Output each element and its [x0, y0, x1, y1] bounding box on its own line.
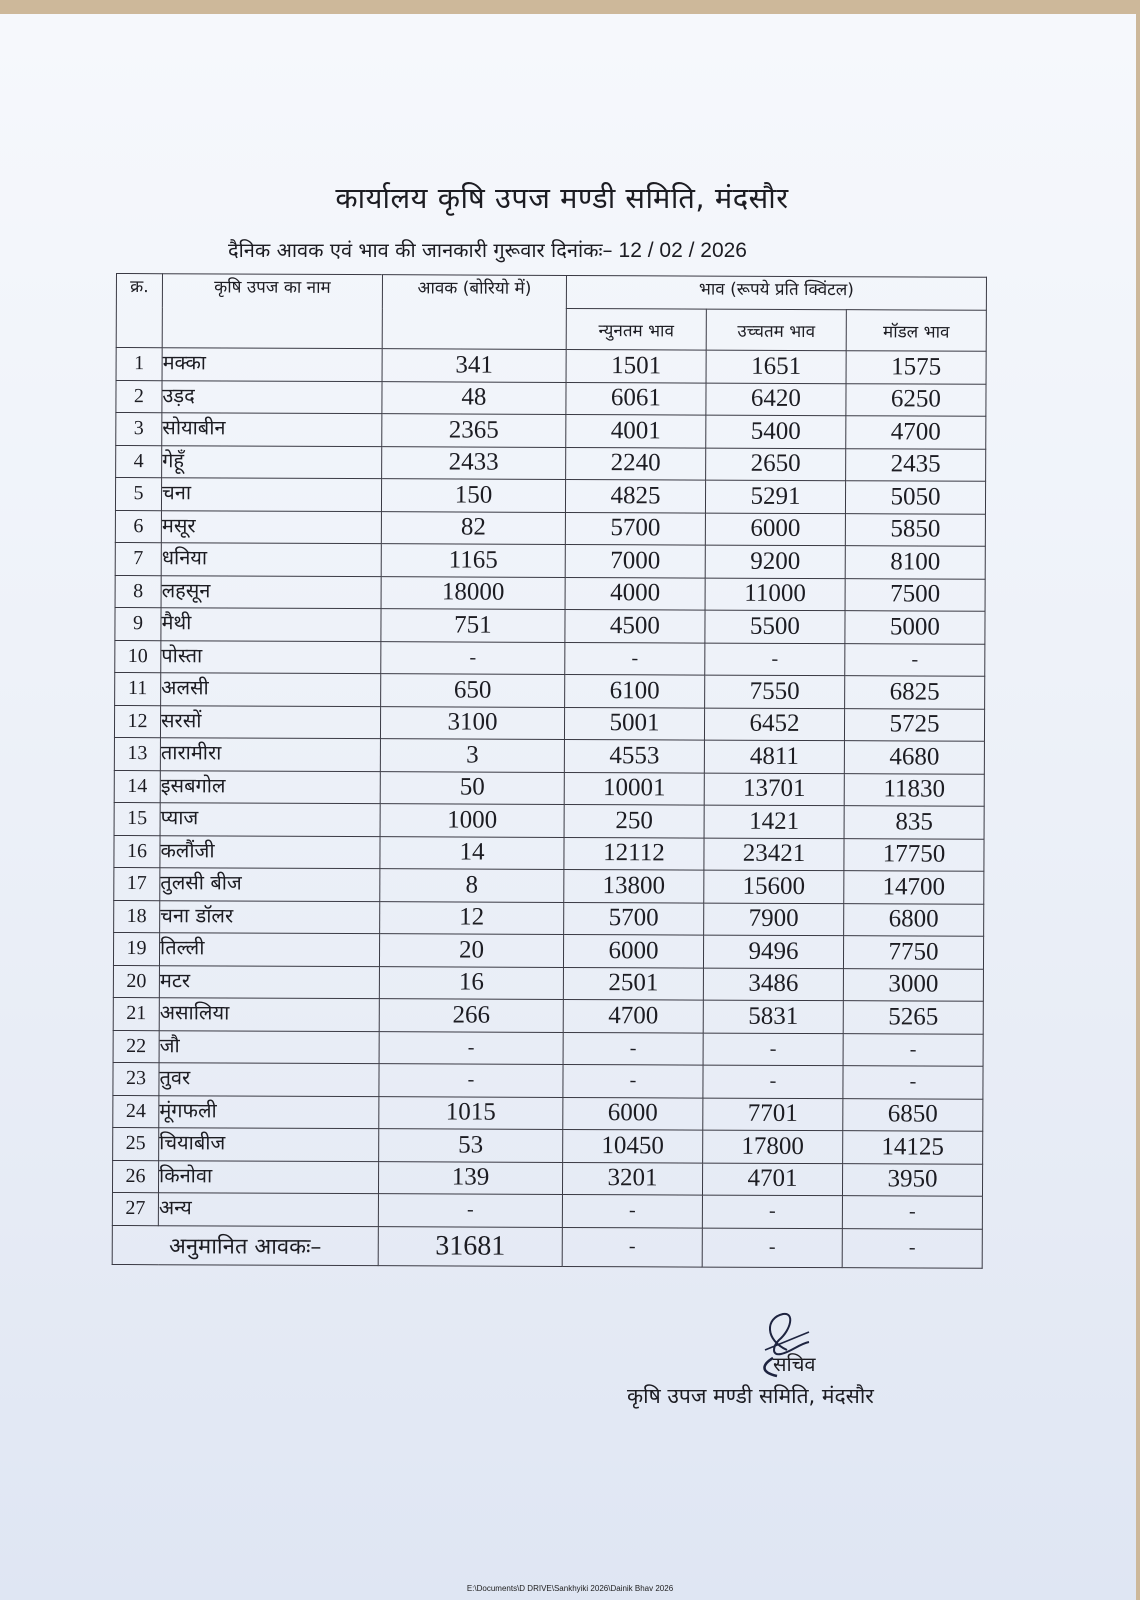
crop-name: तुवर [159, 1063, 379, 1096]
max-price: 6000 [705, 513, 845, 546]
max-price: 15600 [704, 870, 844, 903]
min-price: 13800 [564, 869, 704, 902]
arrival-value: 48 [382, 381, 566, 414]
arrival-value: - [379, 1064, 563, 1097]
crop-name: असालिया [159, 998, 379, 1031]
max-price: 11000 [705, 578, 845, 611]
crop-name: पोस्ता [161, 640, 381, 673]
max-price: 23421 [704, 838, 844, 871]
arrival-value: 20 [379, 934, 563, 967]
crop-name: सोयाबीन [162, 413, 382, 446]
arrival-value: 2365 [382, 414, 566, 447]
table-row [116, 348, 986, 384]
page-title: कार्यालय कृषि उपज मण्डी समिति, मंदसौर [335, 181, 789, 215]
crop-name: मसूर [161, 510, 381, 543]
header-modal-price: मॉडल भाव [846, 310, 986, 352]
serial-number: 25 [113, 1127, 159, 1160]
crop-name: चना [161, 478, 381, 511]
serial-number: 24 [113, 1095, 159, 1128]
modal-price: - [842, 1196, 982, 1229]
max-price: 3486 [703, 968, 843, 1001]
min-price: 5700 [564, 902, 704, 935]
serial-number: 20 [113, 965, 159, 998]
min-price: 250 [564, 804, 704, 837]
modal-price: 14125 [843, 1131, 983, 1164]
header-sn: क्र. [116, 274, 162, 348]
subtitle-text: दैनिक आवक एवं भाव की जानकारी गुरूवार दिनांकः– [228, 238, 613, 262]
header-min-price: न्युनतम भाव [566, 308, 706, 350]
table-row [114, 867, 984, 903]
file-path-footer: E:\Documents\D DRIVE\Sankhyiki 2026\Dainik Bhav 2026 [466, 1584, 674, 1593]
modal-price: 14700 [844, 871, 984, 904]
serial-number: 7 [115, 542, 161, 575]
modal-price: 4700 [846, 416, 986, 449]
crop-name: मटर [159, 965, 379, 998]
total-min: - [562, 1227, 702, 1267]
arrival-value: - [381, 641, 565, 674]
crop-name: प्याज [160, 803, 380, 836]
arrival-value: 14 [380, 836, 564, 869]
modal-price: 11830 [844, 773, 984, 806]
max-price: - [703, 1065, 843, 1098]
crop-name: मूंगफली [159, 1095, 379, 1128]
max-price: 1421 [704, 805, 844, 838]
min-price: 5001 [564, 707, 704, 740]
crop-name: जौ [159, 1030, 379, 1063]
arrival-value: 341 [382, 349, 566, 382]
table-row [112, 1160, 982, 1196]
arrival-value: 12 [380, 901, 564, 934]
serial-number: 8 [115, 575, 161, 608]
header-price-group: भाव (रूपये प्रति क्विंटल) [566, 275, 986, 310]
crop-name: मक्का [162, 348, 382, 381]
crop-name: गेहूँ [162, 445, 382, 478]
min-price: 5700 [565, 512, 705, 545]
serial-number: 4 [116, 445, 162, 478]
min-price: - [563, 1064, 703, 1097]
max-price: 2650 [706, 448, 846, 481]
arrival-value: 50 [380, 771, 564, 804]
min-price: 4001 [566, 414, 706, 447]
table-row [115, 478, 985, 514]
table-row [116, 445, 986, 481]
table-row [114, 900, 984, 936]
min-price: 4700 [563, 999, 703, 1032]
arrival-value: 266 [379, 999, 563, 1032]
arrival-value: 18000 [381, 576, 565, 609]
min-price: 6061 [566, 382, 706, 415]
crop-name: अलसी [161, 673, 381, 706]
crop-name: मैथी [161, 608, 381, 641]
serial-number: 23 [113, 1062, 159, 1095]
max-price: 7550 [705, 675, 845, 708]
modal-price: 8100 [845, 546, 985, 579]
arrival-value: 150 [381, 479, 565, 512]
total-label: अनुमानित आवकः– [112, 1225, 378, 1265]
modal-price: 5000 [845, 611, 985, 644]
serial-number: 10 [115, 640, 161, 673]
min-price: 4553 [564, 739, 704, 772]
crop-name: इसबगोल [160, 770, 380, 803]
table-row [115, 640, 985, 676]
total-row [112, 1225, 982, 1268]
max-price: 9200 [705, 545, 845, 578]
min-price: 6000 [563, 934, 703, 967]
modal-price: 6800 [844, 903, 984, 936]
serial-number: 2 [116, 380, 162, 413]
max-price: 6420 [706, 383, 846, 416]
max-price: 5400 [706, 415, 846, 448]
total-modal: - [842, 1228, 982, 1268]
serial-number: 19 [113, 932, 159, 965]
modal-price: 3000 [843, 968, 983, 1001]
min-price: 7000 [565, 544, 705, 577]
crop-name: उड़द [162, 380, 382, 413]
min-price: 1501 [566, 349, 706, 382]
table-row [113, 1030, 983, 1066]
min-price: 6100 [565, 674, 705, 707]
modal-price: 3950 [842, 1163, 982, 1196]
min-price: 4000 [565, 577, 705, 610]
crop-name: सरसों [160, 705, 380, 738]
arrival-value: 139 [378, 1161, 562, 1194]
max-price: 5291 [705, 480, 845, 513]
max-price: - [705, 643, 845, 676]
crop-name: चना डॉलर [160, 900, 380, 933]
serial-number: 14 [114, 770, 160, 803]
min-price: 2501 [563, 967, 703, 1000]
arrival-value: - [379, 1031, 563, 1064]
table-row [113, 1127, 983, 1163]
min-price: 4500 [565, 609, 705, 642]
serial-number: 21 [113, 997, 159, 1030]
crop-name: लहसून [161, 575, 381, 608]
modal-price: 5725 [844, 708, 984, 741]
modal-price: 5050 [845, 481, 985, 514]
arrival-value: 1165 [381, 544, 565, 577]
arrival-value: 3 [380, 739, 564, 772]
max-price: 13701 [704, 773, 844, 806]
crop-name: किनोवा [158, 1160, 378, 1193]
serial-number: 1 [116, 348, 162, 381]
table-row [113, 965, 983, 1001]
min-price: 6000 [563, 1097, 703, 1130]
table-row [115, 542, 985, 578]
serial-number: 22 [113, 1030, 159, 1063]
max-price: 4811 [704, 740, 844, 773]
min-price: 3201 [562, 1162, 702, 1195]
crop-name: तुलसी बीज [160, 868, 380, 901]
signatory-designation: सचिव [773, 1352, 816, 1376]
min-price: 2240 [566, 447, 706, 480]
table-row [114, 770, 984, 806]
modal-price: 1575 [846, 351, 986, 384]
max-price: 9496 [703, 935, 843, 968]
total-arrival: 31681 [378, 1226, 562, 1266]
crop-name: अन्य [158, 1193, 378, 1226]
modal-price: 835 [844, 806, 984, 839]
signatory-organization: कृषि उपज मण्डी समिति, मंदसौर [627, 1384, 874, 1408]
min-price: 10450 [563, 1129, 703, 1162]
max-price: 4701 [702, 1163, 842, 1196]
modal-price: 6825 [845, 676, 985, 709]
serial-number: 11 [115, 672, 161, 705]
serial-number: 18 [114, 900, 160, 933]
modal-price: 7750 [843, 936, 983, 969]
arrival-value: 8 [380, 869, 564, 902]
max-price: 5500 [705, 610, 845, 643]
min-price: - [563, 1032, 703, 1065]
table-row [113, 1062, 983, 1098]
modal-price: - [843, 1066, 983, 1099]
serial-number: 16 [114, 835, 160, 868]
min-price: - [565, 642, 705, 675]
header-max-price: उच्चतम भाव [706, 309, 846, 351]
modal-price: 6250 [846, 383, 986, 416]
min-price: 4825 [565, 479, 705, 512]
serial-number: 26 [112, 1160, 158, 1193]
max-price: 17800 [703, 1130, 843, 1163]
crop-name: धनिया [161, 543, 381, 576]
table-row [114, 802, 984, 838]
modal-price: 7500 [845, 578, 985, 611]
arrival-value: 3100 [380, 706, 564, 739]
arrival-value: 16 [379, 966, 563, 999]
header-arrival: आवक (बोरियो में) [382, 275, 566, 350]
serial-number: 6 [115, 510, 161, 543]
table-row [115, 510, 985, 546]
serial-number: 9 [115, 607, 161, 640]
header-crop-name: कृषि उपज का नाम [162, 274, 382, 349]
arrival-value: - [378, 1194, 562, 1227]
min-price: 10001 [564, 772, 704, 805]
table-row [116, 380, 986, 416]
modal-price: 4680 [844, 741, 984, 774]
max-price: - [703, 1033, 843, 1066]
table-row [113, 1095, 983, 1131]
modal-price: 5265 [843, 1001, 983, 1034]
max-price: 1651 [706, 350, 846, 383]
table-row [115, 607, 985, 643]
table-row [114, 737, 984, 773]
modal-price: - [845, 643, 985, 676]
crop-name: चियाबीज [159, 1128, 379, 1161]
arrival-value: 2433 [382, 446, 566, 479]
table-row [114, 835, 984, 871]
table-row [114, 705, 984, 741]
crop-name: कलौंजी [160, 835, 380, 868]
table-row [112, 1192, 982, 1228]
max-price: - [702, 1195, 842, 1228]
table-row [115, 575, 985, 611]
table-row [113, 997, 983, 1033]
arrival-value: 53 [379, 1129, 563, 1162]
arrival-value: 82 [381, 511, 565, 544]
crop-name: तारामीरा [160, 738, 380, 771]
arrival-value: 751 [381, 609, 565, 642]
table-row [116, 413, 986, 449]
modal-price: 5850 [845, 513, 985, 546]
table-row [115, 672, 985, 708]
serial-number: 13 [114, 737, 160, 770]
max-price: 7900 [704, 903, 844, 936]
arrival-value: 650 [381, 674, 565, 707]
serial-number: 15 [114, 802, 160, 835]
price-table [112, 273, 987, 1268]
serial-number: 27 [112, 1192, 158, 1225]
max-price: 6452 [704, 708, 844, 741]
crop-name: तिल्ली [159, 933, 379, 966]
modal-price: - [843, 1033, 983, 1066]
report-subtitle [228, 236, 948, 263]
arrival-value: 1000 [380, 804, 564, 837]
table-row [113, 932, 983, 968]
max-price: 5831 [703, 1000, 843, 1033]
modal-price: 6850 [843, 1098, 983, 1131]
max-price: 7701 [703, 1098, 843, 1131]
report-date: 12 / 02 / 2026 [618, 239, 747, 262]
min-price: - [562, 1194, 702, 1227]
min-price: 12112 [564, 837, 704, 870]
serial-number: 12 [114, 705, 160, 738]
total-max: - [702, 1228, 842, 1268]
modal-price: 2435 [846, 448, 986, 481]
serial-number: 17 [114, 867, 160, 900]
arrival-value: 1015 [379, 1096, 563, 1129]
serial-number: 3 [116, 413, 162, 446]
serial-number: 5 [115, 478, 161, 511]
modal-price: 17750 [844, 838, 984, 871]
